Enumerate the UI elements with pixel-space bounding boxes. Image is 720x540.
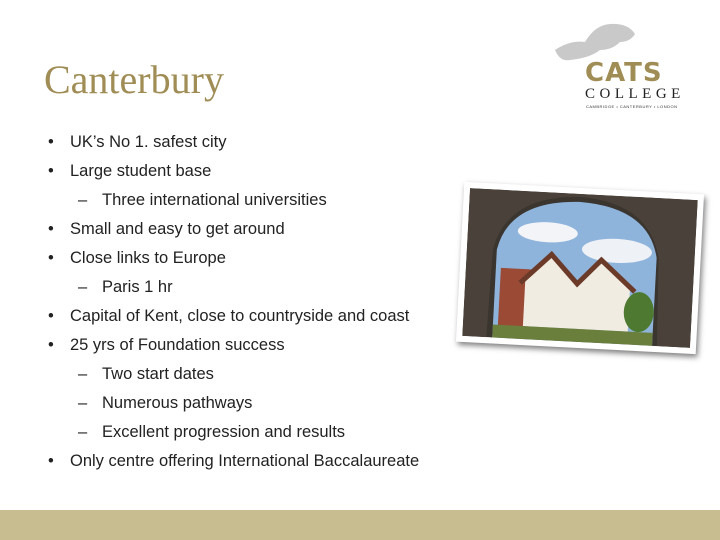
bullet-item: • Small and easy to get around: [48, 215, 419, 244]
cats-college-logo: [545, 18, 705, 108]
sub-bullet-item: – Paris 1 hr: [48, 273, 419, 302]
sub-bullet-item: – Excellent progression and results: [48, 418, 419, 447]
logo-cats: CATS: [585, 58, 663, 88]
bullet-item: • UK’s No 1. safest city: [48, 128, 419, 157]
sub-bullet-item: – Two start dates: [48, 360, 419, 389]
bullet-item: • Large student base: [48, 157, 419, 186]
bullet-list: [48, 128, 419, 476]
sub-bullet-item: – Three international universities: [48, 186, 419, 215]
bullet-item: • Capital of Kent, close to countryside and coast: [48, 302, 419, 331]
slide-title: Canterbury: [44, 57, 224, 102]
logo-college: COLLEGE: [585, 86, 685, 102]
bullet-item: • Close links to Europe: [48, 244, 419, 273]
bullet-item: • 25 yrs of Foundation success: [48, 331, 419, 360]
logo-tagline: CAMBRIDGE • CANTERBURY • LONDON: [586, 104, 678, 109]
footer-bar: [0, 510, 720, 540]
bullet-item: • Only centre offering International Baccalaureate: [48, 447, 419, 476]
canterbury-photo: [456, 182, 704, 354]
sub-bullet-item: – Numerous pathways: [48, 389, 419, 418]
